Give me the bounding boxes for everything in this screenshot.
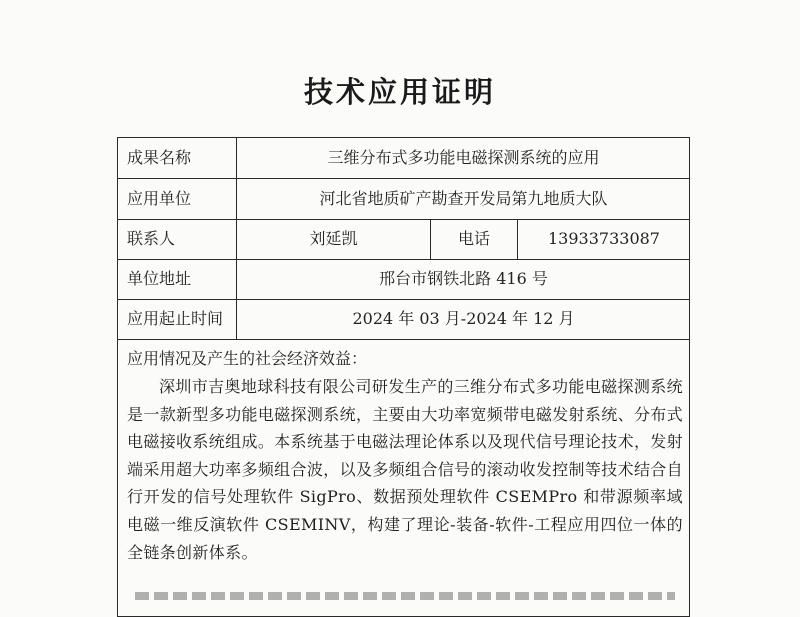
applicant-unit-label: 应用单位 (127, 189, 192, 208)
benefits-label: 应用情况及产生的社会经济效益： (127, 349, 368, 368)
row-divider (117, 339, 690, 340)
benefits-paragraph: 深圳市吉奥地球科技有限公司研发生产的三维分布式多功能电磁探测系统是一款新型多功能电磁探测系统，主要由大功率宽频带电磁发射系统、分布式电磁接收系统组成。本系统基于电磁法理论体系以及现代信号理论技术，发射端采用超大功率多频组合波，以及多频组合信号的滚动收发控制等技术结合自行开发的信号处理软件 SigPro、数据预处理软件 CSEMPro 和带源频率域电磁一维反演软件 CSEMINV，构建了理论-装备-软件-工程应用四位一体的全链条创新体系。 (127, 377, 683, 562)
row-divider (117, 299, 690, 300)
application-period-value: 2024 年 03 月-2024 年 12 月 (352, 309, 575, 328)
achievement-name-label: 成果名称 (127, 148, 192, 167)
application-period-label: 应用起止时间 (127, 309, 224, 328)
cut-off-text-line (135, 592, 675, 600)
row-divider (117, 219, 690, 220)
achievement-name-value: 三维分布式多功能电磁探测系统的应用 (327, 148, 600, 167)
applicant-unit-value: 河北省地质矿产勘查开发局第九地质大队 (319, 189, 608, 208)
contact-label: 联系人 (127, 229, 176, 248)
row-divider (117, 178, 690, 179)
phone-label: 电话 (457, 229, 490, 248)
contact-value: 刘延凯 (309, 229, 358, 248)
unit-address-label: 单位地址 (127, 269, 192, 288)
phone-value: 13933733087 (548, 229, 660, 248)
row-divider (117, 259, 690, 260)
document-title: 技术应用证明 (303, 75, 496, 109)
unit-address-value: 邢台市钢铁北路 416 号 (379, 269, 548, 288)
